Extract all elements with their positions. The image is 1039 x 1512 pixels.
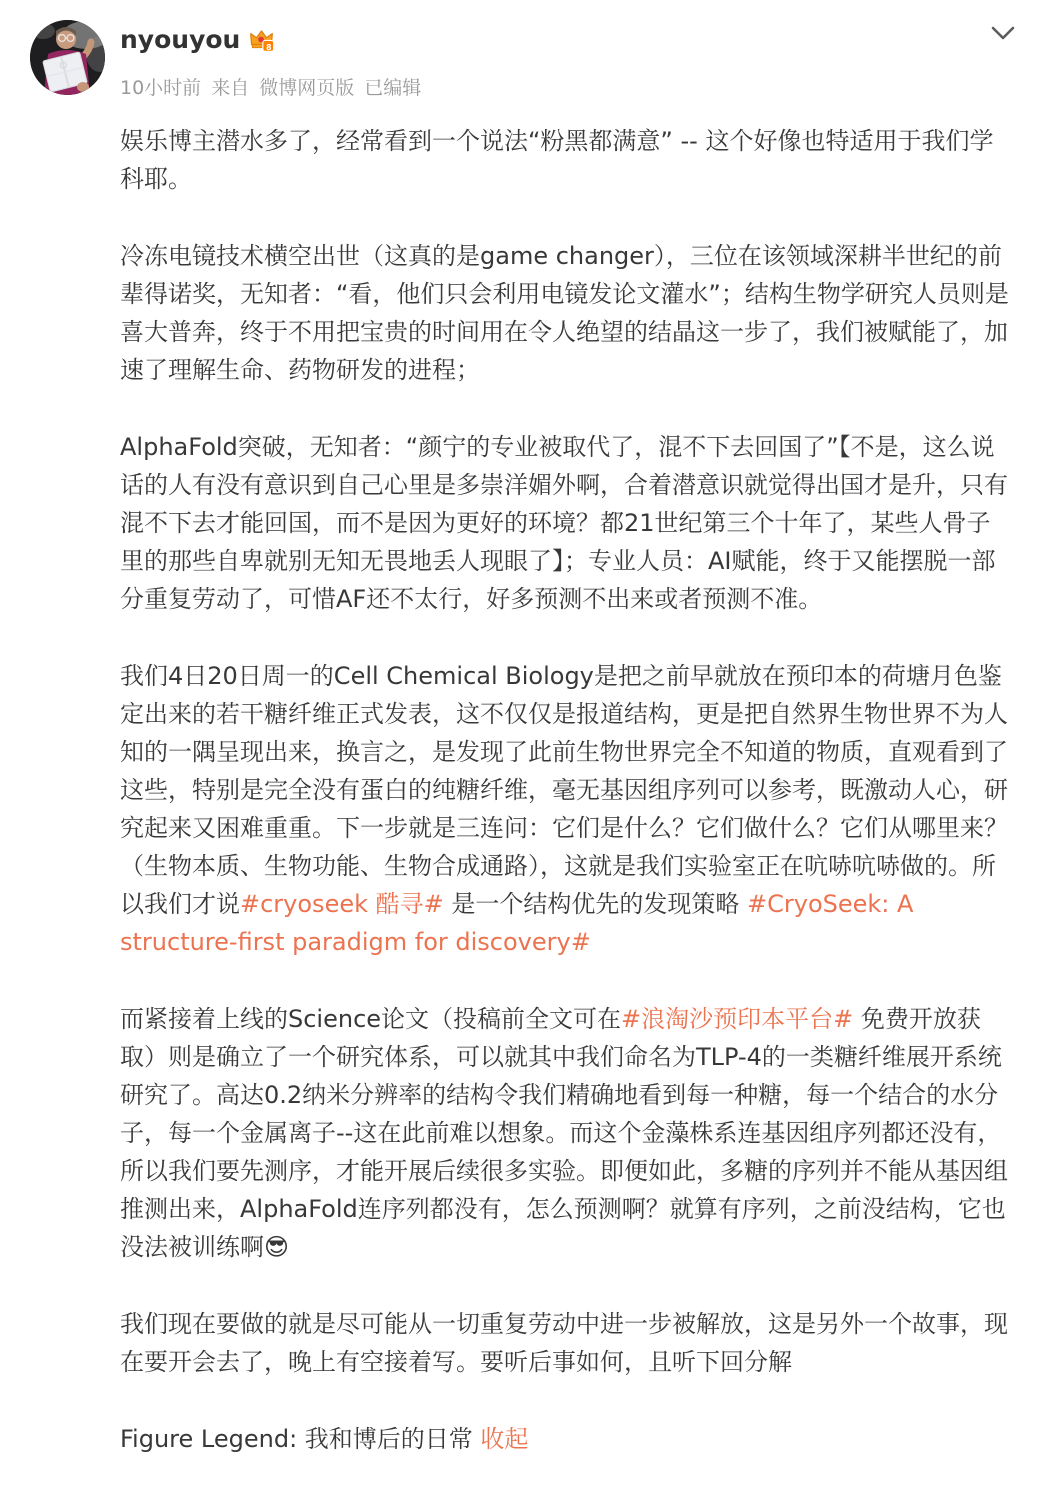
post-text: 而紧接着上线的Science论文（投稿前全文可在 [120, 1005, 622, 1033]
post-text: Figure Legend: 我和博后的日常 [120, 1425, 481, 1453]
sunglasses-emoji: 😎 [264, 1233, 290, 1261]
vip-level-number: 8 [266, 43, 272, 52]
post-text: 我们4日20日周一的Cell Chemical Biology是把之前早就放在预印本的荷塘月色鉴定出来的若干糖纤维正式发表，这不仅仅是报道结构，更是把自然界生物世界不为人知的一隅呈现出来，换言之，是发现了此前生物世界完全不知道的物质，直观看到了这些，特别是完全没有蛋白的纯糖纤维，毫无基因组序列可以参考，既激动人心，研究起来又困难重重。下一步就是三连问：它们是什么？它们做什么？它们从哪里来？（生物本质、生物功能、生物合成通路），这就是我们实验室正在吭哧吭哧做的。所以我们才说 [120, 662, 1008, 918]
post-paragraph [120, 657, 1013, 961]
avatar[interactable] [30, 20, 105, 95]
timestamp: 10小时前 [120, 77, 202, 99]
collapse-link[interactable]: 收起 [480, 1425, 529, 1453]
post-text: 是一个结构优先的发现策略 [443, 890, 747, 918]
post-paragraph [120, 237, 1013, 389]
vip-crown-icon [248, 27, 275, 53]
post-meta [120, 76, 1013, 100]
post-paragraph [120, 1420, 1013, 1458]
edited-badge: 已编辑 [364, 77, 422, 99]
username[interactable]: nyouyou [120, 25, 241, 54]
hashtag-cryoseek[interactable]: #cryoseek 酷寻# [240, 890, 444, 918]
post-paragraph [120, 122, 1013, 198]
post-text: 免费开放获取）则是确立了一个研究体系，可以就其中我们命名为TLP-4的一类糖纤维展开系统研究了。高达0.2纳米分辨率的结构令我们精确地看到每一种糖，每一个结合的水分子，每一个金属离子--这在此前难以想象。而这个金藻株系连基因组序列都还没有，所以我们要先测序，才能开展后续很多实验。即便如此，多糖的序列并不能从基因组推测出来，AlphaFold连序列都没有，怎么预测啊？就算有序列，之前没结构，它也没法被训练啊 [120, 1005, 1008, 1261]
post-content [120, 122, 1013, 1458]
post-paragraph [120, 1305, 1013, 1381]
post-text: 我们现在要做的就是尽可能从一切重复劳动中进一步被解放，这是另外一个故事，现在要开会去了，晚上有空接着写。要听后事如何，且听下回分解 [120, 1310, 1008, 1376]
post-text: 娱乐博主潜水多了，经常看到一个说法“粉黑都满意” -- 这个好像也特适用于我们学科耶。 [120, 127, 994, 193]
chevron-down-icon[interactable] [989, 24, 1017, 44]
avatar-image [30, 20, 105, 95]
hashtag-cryoseek-english[interactable]: #CryoSeek: A structure-first paradigm for discovery# [120, 890, 914, 956]
hashtag-langtaosha-preprint[interactable]: #浪淘沙预印本平台# [621, 1005, 854, 1033]
post-paragraph [120, 1000, 1013, 1266]
post-text: AlphaFold突破，无知者：“颜宁的专业被取代了，混不下去回国了”【不是，这么说话的人有没有意识到自己心里是多崇洋媚外啊，合着潜意识就觉得出国才是升，只有混不下去才能回国，而不是因为更好的环境？都21世纪第三个十年了，某些人骨子里的那些自卑就别无知无畏地丢人现眼了】；专业人员：AI赋能，终于又能摆脱一部分重复劳动了，可惜AF还不太行，好多预测不出来或者预测不准。 [120, 433, 1008, 613]
post-paragraph [120, 428, 1013, 618]
post-header [120, 20, 1013, 100]
source-link[interactable]: 微博网页版 [259, 77, 355, 99]
source-label: 来自 [211, 77, 250, 99]
post-text: 冷冻电镜技术横空出世（这真的是game changer），三位在该领域深耕半世纪的前辈得诺奖，无知者：“看，他们只会利用电镜发论文灌水”；结构生物学研究人员则是喜大普奔，终于不用把宝贵的时间用在令人绝望的结晶这一步了，我们被赋能了，加速了理解生命、药物研发的进程； [120, 242, 1009, 384]
